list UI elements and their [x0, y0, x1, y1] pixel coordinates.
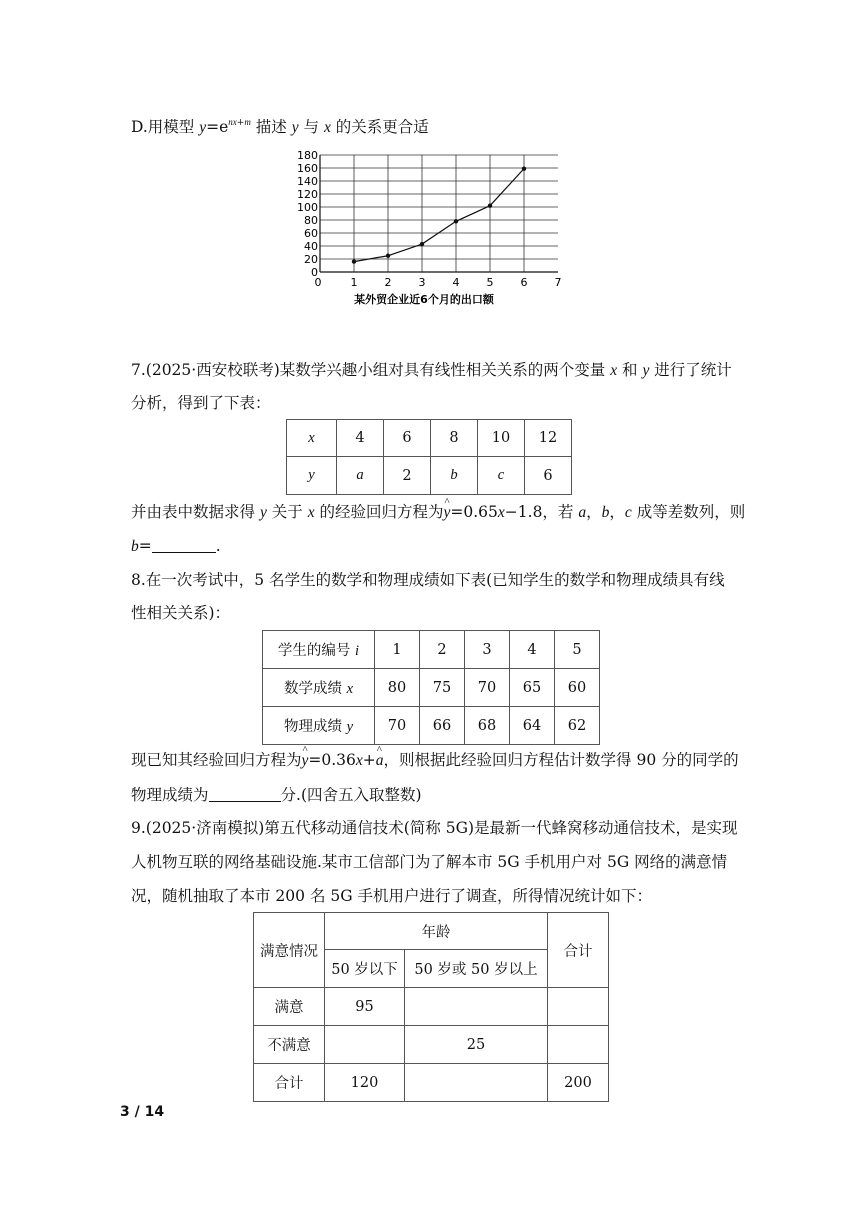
- q8-row1-text: 学生的编号: [277, 643, 356, 659]
- table-cell: [548, 988, 609, 1026]
- q7-l3-a: 并由表中数据求得: [131, 503, 260, 521]
- q8-line4: [131, 785, 422, 805]
- q7-comma1: ，: [586, 503, 602, 521]
- data-point: [386, 254, 390, 258]
- x-tick-label: 6: [520, 276, 528, 289]
- q7-eq-x: x: [497, 504, 505, 521]
- chart-grid: [320, 155, 558, 272]
- table-row: [254, 988, 609, 1026]
- data-point: [488, 204, 492, 208]
- y-tick-label: 40: [304, 240, 318, 253]
- q8-table: [262, 630, 600, 745]
- y-tick-label: 180: [297, 149, 318, 162]
- q7-comma2: ，: [609, 503, 625, 521]
- q8-eq-mid: =0.36: [308, 751, 356, 769]
- table-cell: 合计: [254, 1064, 325, 1102]
- q7-l4-eq: =: [138, 537, 152, 555]
- q8-row1-label: [263, 631, 375, 669]
- table-cell: 10: [478, 420, 525, 457]
- q7-l4-b: b: [131, 538, 139, 555]
- table-cell: 8: [431, 420, 478, 457]
- q7-a: a: [578, 504, 587, 521]
- table-cell: 4: [510, 631, 555, 669]
- q7-var-y: y: [642, 362, 650, 379]
- q8-row3-var: y: [346, 719, 354, 735]
- table-row: [287, 420, 572, 457]
- q8-eq-plus: +: [362, 751, 376, 769]
- table-cell: 68: [465, 707, 510, 745]
- q9-line2: 人机物互联的网络基础设施.某市工信部门为了解本市 5G 手机用户对 5G 网络的满意情: [131, 853, 728, 871]
- table-row: [287, 457, 572, 495]
- q9-header-age: 年龄: [325, 913, 548, 950]
- q7-answer-blank[interactable]: [152, 552, 216, 553]
- x-tick-label: 4: [452, 276, 460, 289]
- q7-text-b: 进行了统计: [649, 361, 732, 379]
- table-cell: 80: [375, 669, 420, 707]
- option-d-var-y2: y: [291, 119, 299, 136]
- q9-table: [253, 912, 609, 1102]
- option-d-suffix: 的关系更合适: [330, 118, 429, 136]
- x-tick-label: 5: [486, 276, 494, 289]
- table-row: [263, 631, 600, 669]
- table-cell: 64: [510, 707, 555, 745]
- q9-line3: 况，随机抽取了本市 200 名 5G 手机用户进行了调查，所得情况统计如下：: [131, 887, 653, 905]
- q7-x-header: x: [287, 420, 337, 457]
- q8-l4-a: 物理成绩为: [131, 786, 209, 804]
- x-tick-label: 7: [554, 276, 562, 289]
- y-tick-label: 120: [297, 188, 318, 201]
- q8-eq-ahat: ^ a: [376, 751, 384, 771]
- q7-line3: [131, 502, 745, 523]
- q7-table: [286, 419, 572, 495]
- exp-m: m: [244, 117, 251, 127]
- q8-row1-var: i: [355, 643, 360, 659]
- x-tick-label: 0: [314, 276, 322, 289]
- table-cell: 70: [465, 669, 510, 707]
- q8-row2-label: [263, 669, 375, 707]
- table-cell: b: [431, 457, 478, 495]
- q9-line1: 9.(2025·济南模拟)第五代移动通信技术(简称 5G)是最新一代蜂窝移动通信技术，是实现: [131, 819, 738, 837]
- table-cell: 2: [420, 631, 465, 669]
- table-cell: 4: [337, 420, 384, 457]
- option-d-eq: =e: [206, 118, 229, 136]
- option-d-prefix: D.用模型: [131, 118, 200, 136]
- q7-eq-rest: =0.65: [450, 503, 498, 521]
- table-cell: 70: [375, 707, 420, 745]
- table-cell: 62: [555, 707, 600, 745]
- q8-l4-b: 分.(四舍五入取整数): [280, 786, 422, 804]
- q8-line2: 性相关关系)：: [131, 604, 231, 622]
- q8-l3-a: 现已知其经验回归方程为: [131, 751, 302, 769]
- q7-l3-d: 成等差数列，则: [631, 503, 746, 521]
- table-cell: [548, 1026, 609, 1064]
- table-cell: 满意: [254, 988, 325, 1026]
- q7-b: b: [601, 504, 610, 521]
- table-row: [254, 1064, 609, 1102]
- q7-l3-y: y: [259, 504, 267, 521]
- q7-eq-yhat: ^ y: [444, 503, 451, 523]
- y-tick-label: 20: [304, 253, 318, 266]
- q8-line3: [131, 750, 739, 771]
- y-tick-label: 60: [304, 227, 318, 240]
- option-d-var-y: y: [199, 119, 207, 136]
- q7-c: c: [624, 504, 632, 521]
- table-cell: 66: [420, 707, 465, 745]
- table-cell: 1: [375, 631, 420, 669]
- table-cell: 75: [420, 669, 465, 707]
- option-d-mid: 描述: [250, 118, 292, 136]
- q9-header-over50: 50 岁或 50 岁以上: [405, 950, 548, 988]
- table-cell: 3: [465, 631, 510, 669]
- q8-row3-label: [263, 707, 375, 745]
- table-cell: 6: [384, 420, 431, 457]
- option-d-var-x: x: [323, 119, 331, 136]
- q7-l3-x: x: [307, 504, 315, 521]
- q7-var-x: x: [610, 362, 618, 379]
- table-cell: a: [337, 457, 384, 495]
- q8-l3-b: ，则根据此经验回归方程估计数学得 90 分的同学的: [383, 751, 739, 769]
- table-row: [263, 669, 600, 707]
- table-cell: 120: [325, 1064, 405, 1102]
- q8-row2-text: 数学成绩: [283, 681, 347, 697]
- option-d-exponent: [228, 118, 251, 128]
- data-point: [454, 219, 458, 223]
- q7-y-header: y: [287, 457, 337, 495]
- table-cell: [405, 1064, 548, 1102]
- q7-text-a: 7.(2025·西安校联考)某数学兴趣小组对具有线性相关关系的两个变量: [131, 361, 611, 379]
- export-line-chart: [297, 149, 580, 315]
- q8-eq-yhat: ^ y: [302, 751, 309, 771]
- table-cell: [405, 988, 548, 1026]
- q7-eq-end: −1.8，若: [504, 503, 579, 521]
- q7-line2: 分析，得到了下表：: [131, 394, 271, 412]
- table-cell: 95: [325, 988, 405, 1026]
- q8-line1: 8.在一次考试中，5 名学生的数学和物理成绩如下表(已知学生的数学和物理成绩具有线: [131, 571, 725, 589]
- chart-ticks: [297, 149, 562, 289]
- q7-l3-c: 的经验回归方程为: [314, 503, 444, 521]
- q7-line4: [131, 536, 221, 557]
- q7-l4-end: .: [215, 537, 221, 555]
- y-tick-label: 0: [311, 266, 318, 279]
- exp-plus: +: [236, 118, 245, 128]
- data-point: [420, 242, 424, 246]
- data-point: [522, 166, 526, 170]
- option-d-mid2: 与: [298, 118, 324, 136]
- chart-title: 某外贸企业近6个月的出口额: [354, 293, 494, 306]
- q8-row3-text: 物理成绩: [283, 719, 347, 735]
- x-tick-label: 3: [418, 276, 426, 289]
- table-cell: 12: [525, 420, 572, 457]
- page-number: 3 / 14: [120, 1104, 165, 1120]
- y-tick-label: 100: [297, 201, 318, 214]
- table-cell: 5: [555, 631, 600, 669]
- table-cell: 200: [548, 1064, 609, 1102]
- q9-header-under50: 50 岁以下: [325, 950, 405, 988]
- x-tick-label: 1: [350, 276, 358, 289]
- table-row: [263, 707, 600, 745]
- q7-l3-b: 关于: [266, 503, 308, 521]
- series-line: [354, 169, 524, 262]
- data-point: [352, 259, 356, 263]
- q8-answer-blank[interactable]: [209, 801, 281, 802]
- q7-and: 和: [617, 361, 643, 379]
- x-tick-label: 2: [384, 276, 392, 289]
- table-cell: 2: [384, 457, 431, 495]
- table-cell: 60: [555, 669, 600, 707]
- q8-eq-x: x: [355, 752, 363, 769]
- y-tick-label: 80: [304, 214, 318, 227]
- table-row: [254, 913, 609, 950]
- option-d: [131, 112, 429, 138]
- q8-row2-var: x: [346, 681, 354, 697]
- table-cell: 不满意: [254, 1026, 325, 1064]
- q7-line1: [131, 360, 732, 381]
- exp-nx: nx: [228, 117, 237, 127]
- table-cell: 65: [510, 669, 555, 707]
- table-cell: 6: [525, 457, 572, 495]
- y-tick-label: 160: [297, 162, 318, 175]
- table-cell: 25: [405, 1026, 548, 1064]
- q9-header-total: 合计: [548, 913, 609, 988]
- table-row: [254, 1026, 609, 1064]
- q9-header-satisfaction: 满意情况: [254, 913, 325, 988]
- table-cell: [325, 1026, 405, 1064]
- y-tick-label: 140: [297, 175, 318, 188]
- table-cell: c: [478, 457, 525, 495]
- chart-axes: [320, 155, 558, 272]
